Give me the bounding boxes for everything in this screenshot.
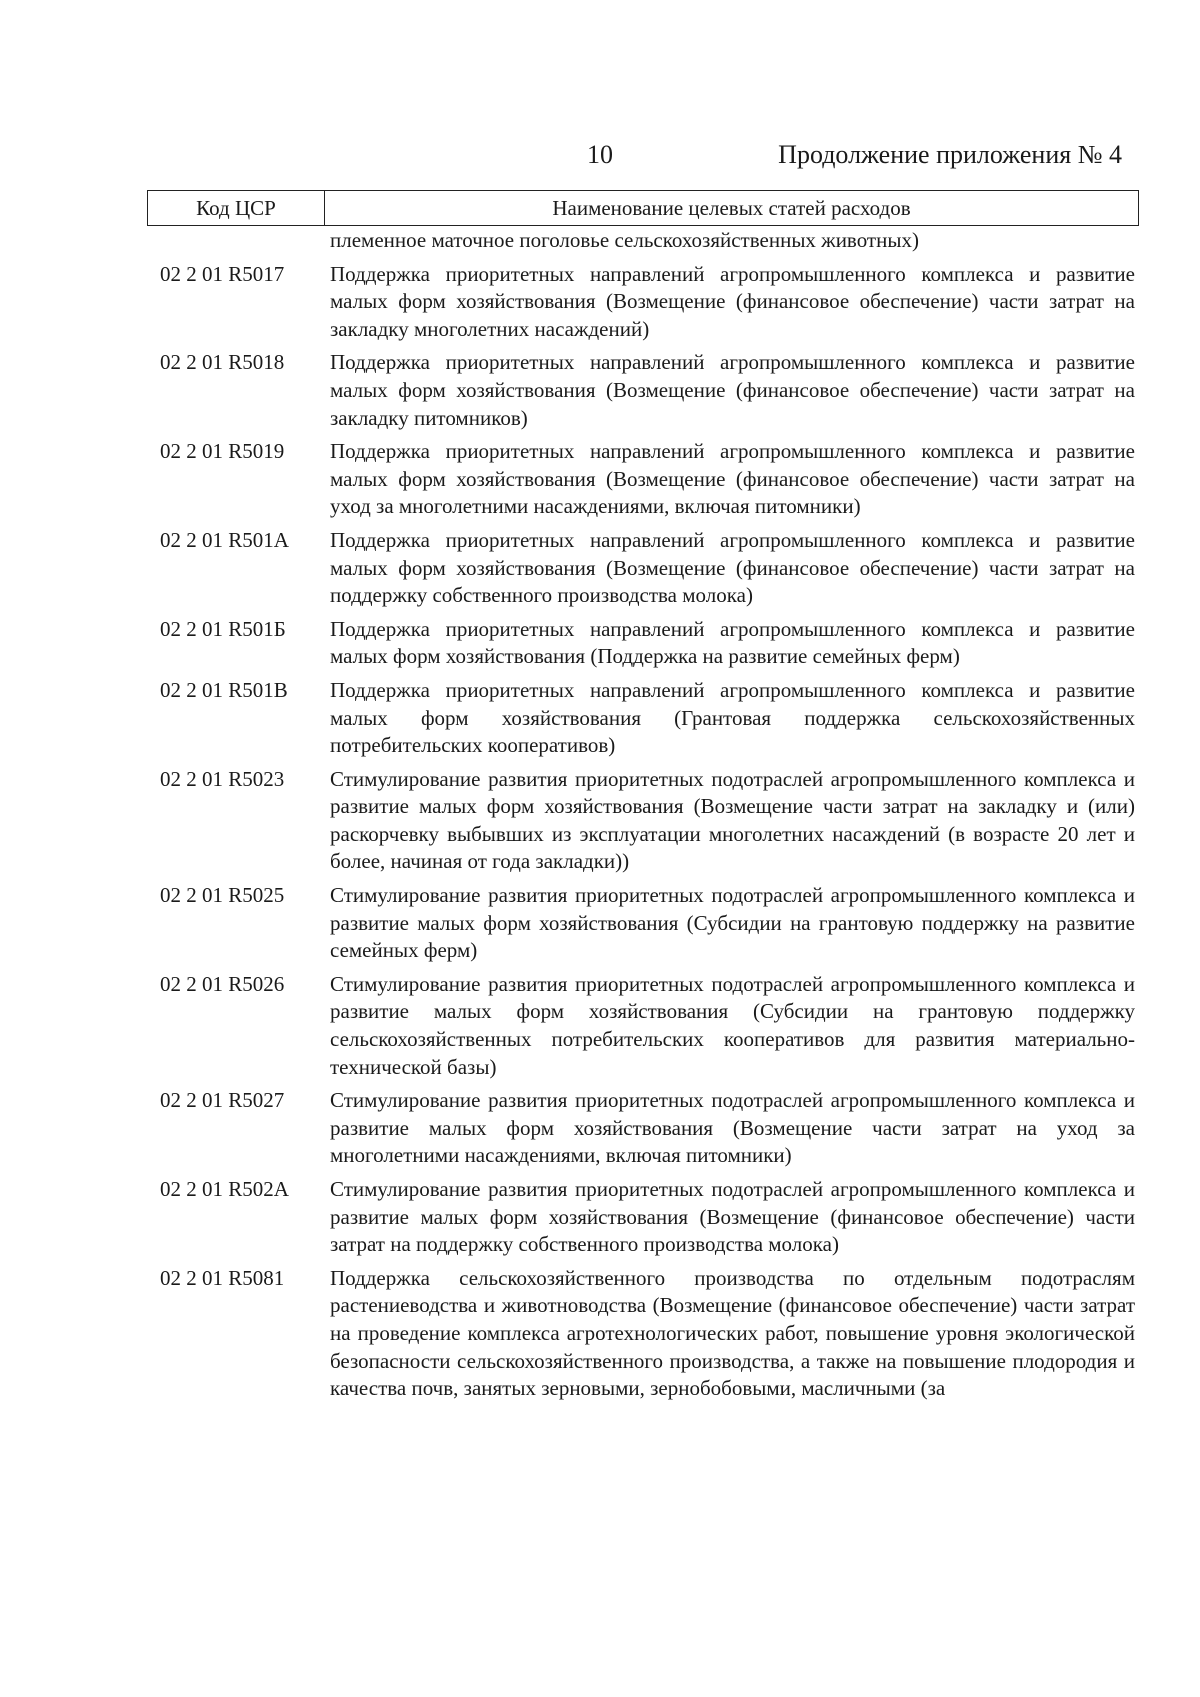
page-number: 10 xyxy=(587,140,613,169)
row-description: Поддержка приоритетных направлений агропромышленного комплекса и развитие малых форм хозяйствования (Возмещение (финансовое обеспечение) части затрат на закладку питомников) xyxy=(330,350,1135,430)
row-description: Стимулирование развития приоритетных подотраслей агропромышленного комплекса и развитие малых форм хозяйствования (Субсидии на грантовую поддержку сельскохозяйственных потребительских кооперативов для развития материально-технической базы) xyxy=(330,971,1135,1079)
row-code: 02 2 01 R5081 xyxy=(160,1265,285,1290)
table-row xyxy=(160,616,1135,671)
table-row xyxy=(160,261,1135,344)
table-row xyxy=(160,527,1135,610)
row-description: Поддержка приоритетных направлений агропромышленного комплекса и развитие малых форм хозяйствования (Поддержка на развитие семейных ферм) xyxy=(330,616,1135,669)
table-row xyxy=(160,1087,1135,1170)
row-description: Поддержка приоритетных направлений агропромышленного комплекса и развитие малых форм хозяйствования (Возмещение (финансовое обеспечение) части затрат на поддержку собственного производства молока) xyxy=(330,527,1135,608)
row-description: Стимулирование развития приоритетных подотраслей агропромышленного комплекса и развитие малых форм хозяйствования (Возмещение (финансовое обеспечение) части затрат на поддержку собственного производства молока) xyxy=(330,1177,1135,1257)
header-code-column: Код ЦСР xyxy=(148,191,325,225)
row-code: 02 2 01 R5019 xyxy=(160,439,285,464)
table-row xyxy=(160,349,1135,432)
table-row-continued xyxy=(160,227,1135,255)
appendix-continuation-title: Продолжение приложения № 4 xyxy=(778,140,1122,169)
row-description: Поддержка приоритетных направлений агропромышленного комплекса и развитие малых форм хозяйствования (Возмещение (финансовое обеспечение) части затрат на закладку многолетних насаждений) xyxy=(330,261,1135,341)
row-code: 02 2 01 R501В xyxy=(160,677,288,702)
row-description: Поддержка приоритетных направлений агропромышленного комплекса и развитие малых форм хозяйствования (Возмещение (финансовое обеспечение) части затрат на уход за многолетними насаждениями, включая питомники) xyxy=(330,439,1135,519)
table-row xyxy=(160,438,1135,521)
row-code: 02 2 01 R501Б xyxy=(160,616,286,641)
row-code: 02 2 01 R5017 xyxy=(160,261,285,286)
row-description: Поддержка сельскохозяйственного производства по отдельным подотраслям растениеводства и животноводства (Возмещение (финансовое обеспечение) части затрат на проведение комплекса агротехнологических работ, повышение уровня экологической безопасности сельскохозяйственного производства, а также на повышение плодородия и качества почв, занятых зерновыми, зернобобовыми, масличными (за xyxy=(330,1265,1135,1401)
table-row xyxy=(160,971,1135,1081)
row-code: 02 2 01 R501A xyxy=(160,527,289,552)
row-description: Поддержка приоритетных направлений агропромышленного комплекса и развитие малых форм хозяйствования (Грантовая поддержка сельскохозяйственных потребительских кооперативов) xyxy=(330,677,1135,758)
row-code: 02 2 01 R502A xyxy=(160,1177,289,1201)
row-code: 02 2 01 R5018 xyxy=(160,350,285,375)
row-code xyxy=(160,227,330,228)
row-code: 02 2 01 R5025 xyxy=(160,883,285,908)
row-code: 02 2 01 R5027 xyxy=(160,1088,285,1113)
table-row xyxy=(160,1176,1135,1259)
table-row xyxy=(160,677,1135,760)
table-row xyxy=(160,766,1135,876)
row-description: племенное маточное поголовье сельскохозяйственных животных) xyxy=(330,228,919,252)
table-row xyxy=(160,882,1135,965)
row-code: 02 2 01 R5026 xyxy=(160,971,285,996)
table-row xyxy=(160,1265,1135,1403)
row-code: 02 2 01 R5023 xyxy=(160,766,285,791)
table-header xyxy=(147,190,1139,226)
header-name-column: Наименование целевых статей расходов xyxy=(552,195,911,220)
row-description: Стимулирование развития приоритетных подотраслей агропромышленного комплекса и развитие малых форм хозяйствования (Возмещение части затрат на уход за многолетними насаждениями, включая питомники) xyxy=(330,1088,1135,1168)
row-description: Стимулирование развития приоритетных подотраслей агропромышленного комплекса и развитие малых форм хозяйствования (Возмещение части затрат на закладку и (или) раскорчевку выбывших из эксплуатации многолетних насаждений (в возрасте 20 лет и более, начиная от года закладки)) xyxy=(330,766,1135,874)
row-description: Стимулирование развития приоритетных подотраслей агропромышленного комплекса и развитие малых форм хозяйствования (Субсидии на грантовую поддержку на развитие семейных ферм) xyxy=(330,883,1135,963)
table-body xyxy=(160,227,1135,1409)
